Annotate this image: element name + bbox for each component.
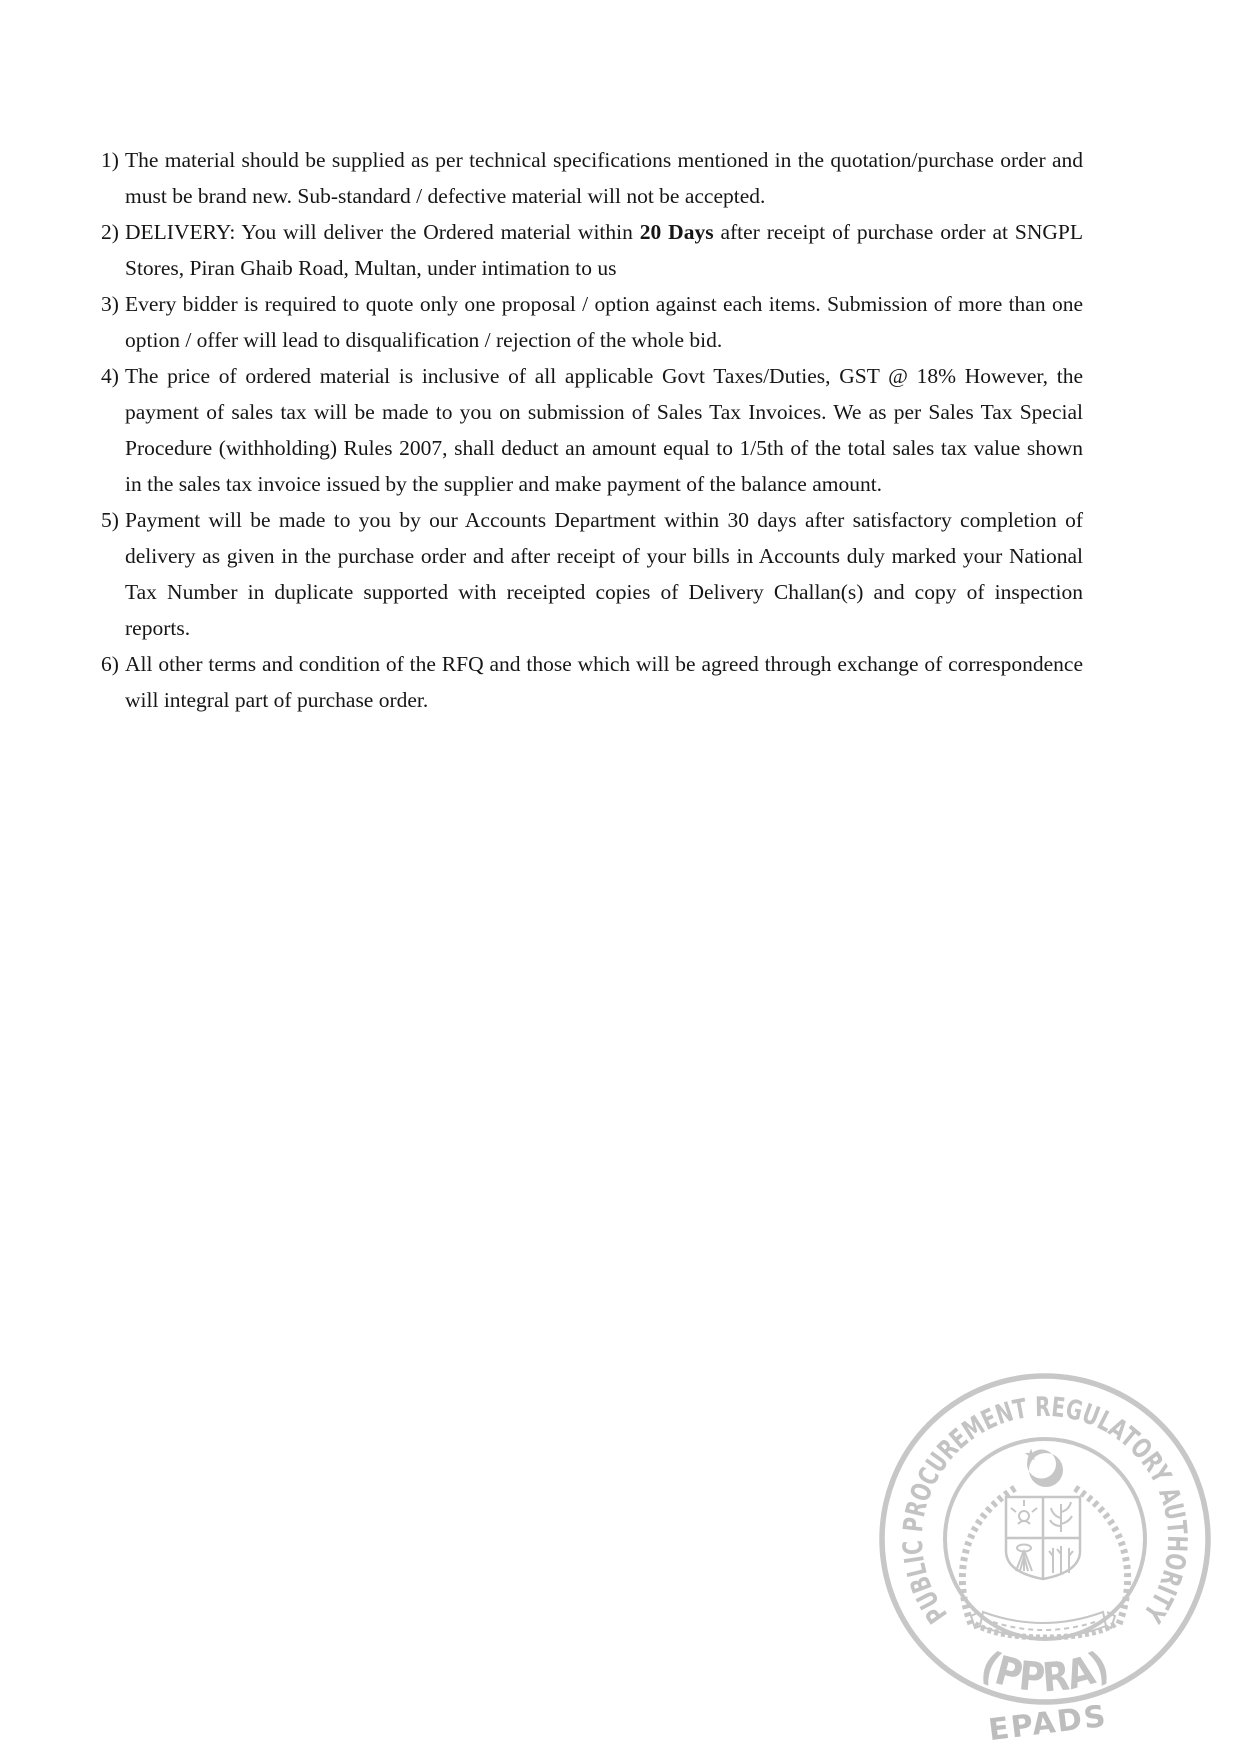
- term-number: 2): [101, 220, 119, 244]
- shield-icon: [1006, 1497, 1080, 1579]
- terms-list: [101, 142, 1083, 718]
- term-item: [101, 358, 1083, 502]
- seal-ring-textpath: PUBLIC PROCUREMENT REGULATORY AUTHORITY: [897, 1391, 1193, 1632]
- seal-ring-text: [897, 1391, 1193, 1632]
- term-number: 5): [101, 508, 119, 532]
- term-item: [101, 214, 1083, 286]
- pakistan-emblem: [962, 1449, 1127, 1639]
- wheat-motif: [1016, 1545, 1032, 1572]
- term-text: The price of ordered material is inclusive of all applicable Govt Taxes/Duties, GST @ 18% However, the payment of sales tax will be made to you on submission of Sales Tax Invoices. We as per Sales Tax Special Procedure (withholding) Rules 2007, shall deduct an amount equal to 1/5th of the total sales tax value shown in the sales tax invoice issued by the supplier and make payment of the balance amount.: [125, 364, 1083, 496]
- cotton-motif: [1011, 1500, 1037, 1524]
- term-number: 1): [101, 148, 119, 172]
- jute-motif: [1049, 1546, 1073, 1573]
- seal-abbr-text: [974, 1641, 1118, 1702]
- tea-motif: [1050, 1502, 1072, 1532]
- term-text: after receipt of purchase order at SNGPL Stores, Piran Ghaib Road, Multan, under intimation to us: [125, 220, 1083, 280]
- term-text-bold: 20 Days: [639, 220, 714, 244]
- term-item: [101, 286, 1083, 358]
- epads-watermark-text: EPADS: [986, 1698, 1110, 1749]
- term-text: Payment will be made to you by our Accounts Department within 30 days after satisfactory completion of delivery as given in the purchase order and after receipt of your bills in Accounts duly marked your National Tax Number in duplicate supported with receipted copies of Delivery Challan(s) and copy of inspection reports.: [125, 508, 1083, 640]
- term-text: Every bidder is required to quote only one proposal / option against each items. Submission of more than one option / offer will lead to disqualification / rejection of the whole bid.: [125, 292, 1083, 352]
- term-text: All other terms and condition of the RFQ and those which will be agreed through exchange of correspondence will integral part of purchase order.: [125, 652, 1083, 712]
- term-text: The material should be supplied as per technical specifications mentioned in the quotation/purchase order and must be brand new. Sub-standard / defective material will not be accepted.: [125, 148, 1083, 208]
- ppra-seal-svg: [875, 1366, 1215, 1712]
- ppra-seal-watermark: [875, 1366, 1215, 1712]
- seal-abbr-textpath: (PPRA): [974, 1641, 1118, 1702]
- term-number: 3): [101, 292, 119, 316]
- term-number: 4): [101, 364, 119, 388]
- term-item: [101, 646, 1083, 718]
- term-item: [101, 142, 1083, 214]
- term-text: DELIVERY: You will deliver the Ordered material within: [125, 220, 640, 244]
- term-item: [101, 502, 1083, 646]
- term-number: 6): [101, 652, 119, 676]
